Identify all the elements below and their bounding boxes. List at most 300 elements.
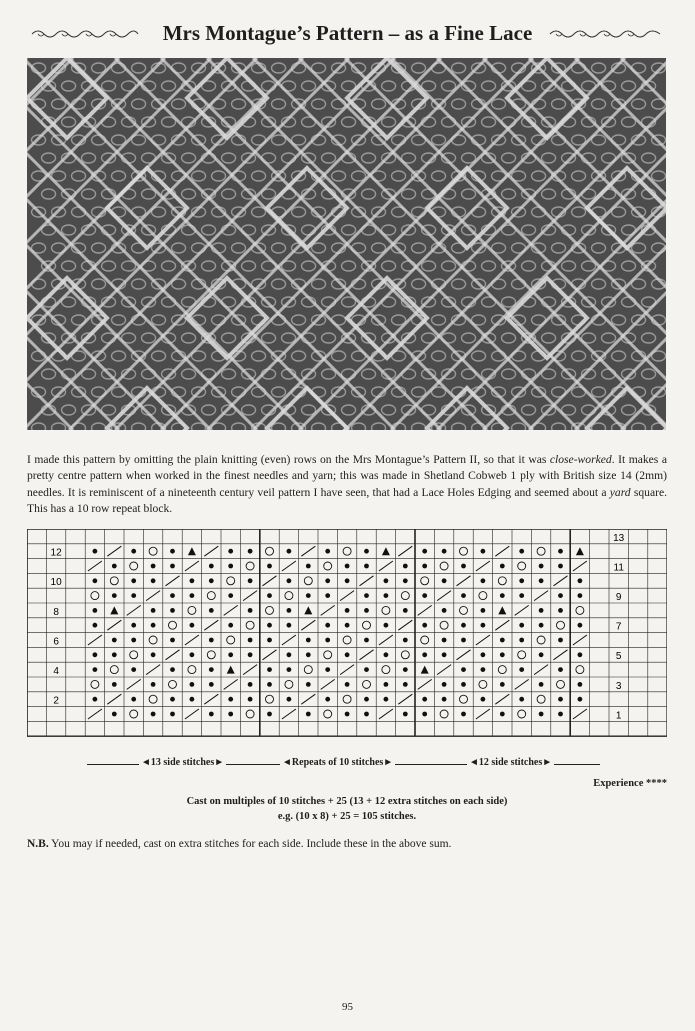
chart-mark: [151, 652, 156, 657]
cast-on-line1: Cast on multiples of 10 stitches + 25 (13 + 12 extra stitches on each side): [186, 796, 508, 807]
lace-strand: [412, 63, 426, 73]
chart-mark: [325, 578, 330, 583]
lace-strand: [52, 99, 66, 109]
lace-strand: [202, 225, 216, 235]
footnote: [27, 838, 667, 850]
chart-mark: [130, 710, 138, 718]
chart-mark: [227, 636, 235, 644]
chart-mark: [325, 623, 330, 628]
lace-strand: [332, 171, 346, 181]
lace-strand: [32, 279, 46, 289]
chart-mark: [500, 564, 505, 569]
lace-strand: [292, 315, 306, 325]
chart-mark: [243, 665, 257, 675]
lace-strand: [262, 261, 276, 271]
lace-strand: [202, 369, 216, 379]
chart-mark: [364, 697, 369, 702]
lace-strand: [312, 243, 326, 253]
chart-mark: [539, 712, 544, 717]
page-title: Mrs Montague’s Pattern – as a Fine Lace: [162, 21, 533, 45]
chart-mark: [267, 712, 272, 717]
lace-strand: [432, 351, 446, 361]
experience-label: Experience: [593, 778, 644, 789]
chart-mark: [345, 652, 350, 657]
chart-mark: [170, 564, 175, 569]
chart-mark: [228, 623, 233, 628]
chart-mark: [325, 638, 330, 643]
chart-mark: [151, 623, 156, 628]
right-row-number: 9: [615, 592, 622, 603]
lace-strand: [612, 351, 626, 361]
lace-strand: [282, 261, 296, 271]
chart-mark: [340, 665, 354, 675]
lace-strand: [422, 333, 436, 343]
lace-strand: [572, 207, 586, 217]
chart-mark: [461, 712, 466, 717]
lace-strand: [142, 189, 156, 199]
chart-mark: [518, 651, 526, 659]
right-row-number: 13: [613, 532, 625, 544]
chart-mark: [403, 667, 408, 672]
chart-mark: [246, 562, 254, 570]
lace-strand: [182, 333, 196, 343]
lace-strand: [592, 243, 606, 253]
chart-mark: [151, 608, 156, 613]
chart-mark: [325, 667, 330, 672]
lace-strand: [232, 243, 246, 253]
chart-mark: [228, 652, 233, 657]
intro-text: I made this pattern by omitting the plain knitting (even) rows on the Mrs Montague’s Pattern II, so that it was: [27, 452, 550, 466]
chart-mark: [248, 608, 253, 613]
lace-strand: [532, 171, 546, 181]
chart-mark: [403, 578, 408, 583]
lace-strand: [452, 99, 466, 109]
middle-span-text: Repeats of 10 stitches: [291, 757, 384, 768]
chart-mark: [422, 697, 427, 702]
chart-mark: [343, 695, 351, 703]
chart-mark: [578, 593, 583, 598]
experience-rating: [593, 778, 667, 789]
lace-strand: [182, 297, 196, 307]
lace-strand: [62, 405, 76, 415]
chart-mark: [481, 578, 486, 583]
chart-mark: [576, 666, 584, 674]
right-row-number: 7: [615, 621, 622, 633]
chart-mark: [227, 666, 235, 674]
lace-strand: [642, 333, 656, 343]
lace-strand: [462, 369, 476, 379]
chart-mark: [130, 651, 138, 659]
lace-strand: [62, 225, 76, 235]
lace-strand: [162, 261, 176, 271]
lace-strand: [652, 99, 666, 109]
lace-strand: [452, 135, 466, 145]
chart-mark: [243, 591, 257, 601]
chart-mark: [267, 667, 272, 672]
lace-strand: [192, 351, 206, 361]
lace-strand: [302, 81, 316, 91]
chart-mark: [364, 712, 369, 717]
chart-mark: [131, 593, 136, 598]
chart-mark: [227, 577, 235, 585]
chart-mark: [248, 682, 253, 687]
chart-mark: [421, 636, 429, 644]
chart-mark: [188, 547, 196, 555]
left-row-number: 6: [53, 636, 59, 648]
chart-mark: [110, 606, 118, 614]
left-row-number: 4: [53, 666, 59, 677]
left-row-number: 12: [50, 547, 62, 559]
chart-mark: [364, 608, 369, 613]
chart-mark: [498, 666, 506, 674]
chart-mark: [500, 712, 505, 717]
chart-mark: [93, 578, 98, 583]
left-row-number: 10: [50, 577, 62, 589]
chart-mark: [321, 679, 335, 689]
lace-strand: [82, 153, 96, 163]
chart-mark: [495, 546, 509, 556]
chart-mark: [267, 638, 272, 643]
lace-strand: [152, 351, 166, 361]
lace-strand: [272, 387, 286, 397]
lace-strand: [382, 117, 396, 127]
lace-strand: [312, 99, 326, 109]
chart-mark: [457, 650, 471, 660]
chart-mark: [209, 578, 214, 583]
lace-strand: [422, 261, 436, 271]
chart-mark: [442, 682, 447, 687]
lace-strand: [482, 117, 496, 127]
lace-strand: [442, 333, 456, 343]
chart-mark: [88, 635, 102, 645]
lace-strand: [382, 225, 396, 235]
chart-mark: [519, 667, 524, 672]
lace-strand: [522, 261, 536, 271]
chart-mark: [263, 650, 277, 660]
lace-strand: [582, 261, 596, 271]
chart-mark: [93, 652, 98, 657]
chart-mark: [539, 578, 544, 583]
lace-strand: [529, 58, 666, 430]
lace-strand: [392, 207, 406, 217]
lace-strand: [552, 423, 566, 430]
chart-mark: [301, 620, 315, 630]
chart-mark: [384, 623, 389, 628]
chart-mark: [146, 665, 160, 675]
lace-strand: [472, 315, 486, 325]
chart-mark: [228, 697, 233, 702]
lace-strand: [152, 135, 166, 145]
chart-mark: [169, 680, 177, 688]
right-row-number: 11: [613, 562, 624, 574]
chart-mark: [384, 652, 389, 657]
chart-mark: [306, 593, 311, 598]
right-row-number: 1: [615, 710, 622, 722]
lace-strand: [502, 225, 516, 235]
lace-strand: [512, 423, 526, 430]
chart-mark: [421, 577, 429, 585]
chart-mark: [481, 608, 486, 613]
chart-mark: [442, 578, 447, 583]
chart-mark: [204, 620, 218, 630]
chart-mark: [88, 561, 102, 571]
experience-stars: ****: [646, 778, 667, 789]
chart-mark: [422, 593, 427, 598]
chart-mark: [442, 697, 447, 702]
stitch-span-labels: [27, 755, 667, 775]
lace-strand: [622, 405, 636, 415]
lace-strand: [652, 351, 666, 361]
lace-strand: [252, 171, 266, 181]
lace-strand: [232, 423, 246, 430]
lace-strand: [512, 171, 526, 181]
chart-mark: [306, 564, 311, 569]
chart-mark: [224, 605, 238, 615]
lace-strand: [132, 423, 146, 430]
arrow-right-icon: ►: [214, 757, 225, 768]
chart-mark: [131, 549, 136, 554]
chart-mark: [519, 549, 524, 554]
lace-strand: [482, 81, 496, 91]
lace-strand: [592, 279, 606, 289]
lace-strand: [632, 99, 646, 109]
chart-mark: [287, 623, 292, 628]
lace-strand: [252, 207, 266, 217]
chart-mark: [209, 682, 214, 687]
chart-mark: [384, 697, 389, 702]
lace-strand: [222, 297, 236, 307]
lace-strand: [152, 207, 166, 217]
lace-strand: [402, 189, 416, 199]
lace-strand: [422, 81, 436, 91]
chart-mark: [130, 562, 138, 570]
note-label: N.B.: [27, 838, 49, 850]
lace-strand: [412, 387, 426, 397]
lace-strand: [112, 171, 126, 181]
chart-mark: [248, 549, 253, 554]
lace-strand: [92, 63, 106, 73]
chart-mark: [498, 577, 506, 585]
lace-strand: [412, 279, 426, 289]
chart-mark: [306, 682, 311, 687]
lace-strand: [352, 423, 366, 430]
lace-strand: [292, 207, 306, 217]
chart-mark: [422, 623, 427, 628]
chart-mark: [418, 605, 432, 615]
lace-strand: [462, 333, 476, 343]
chart-mark: [481, 549, 486, 554]
lace-strand: [122, 333, 136, 343]
chart-mark: [343, 547, 351, 555]
chart-mark: [285, 680, 293, 688]
chart-mark: [554, 650, 568, 660]
chart-mark: [266, 547, 274, 555]
lace-strand: [312, 279, 326, 289]
lace-strand: [382, 261, 396, 271]
chart-mark: [112, 652, 117, 657]
chart-mark: [403, 712, 408, 717]
chart-mark: [537, 695, 545, 703]
lace-strand: [242, 261, 256, 271]
chart-mark: [204, 694, 218, 704]
chart-mark: [539, 564, 544, 569]
lace-strand: [552, 99, 566, 109]
chart-mark: [539, 608, 544, 613]
lace-strand: [622, 261, 636, 271]
lace-strand: [632, 279, 646, 289]
lace-strand: [32, 243, 46, 253]
chart-mark: [481, 652, 486, 657]
chart-mark: [170, 608, 175, 613]
chart-mark: [190, 623, 195, 628]
chart-mark: [306, 712, 311, 717]
lace-strand: [612, 135, 626, 145]
lace-strand: [452, 423, 466, 430]
lace-strand: [542, 189, 556, 199]
page-header: [0, 18, 695, 48]
chart-mark: [422, 652, 427, 657]
chart-mark: [287, 549, 292, 554]
chart-mark: [558, 593, 563, 598]
lace-strand: [362, 189, 376, 199]
lace-strand: [362, 369, 376, 379]
chart-mark: [151, 564, 156, 569]
chart-mark: [398, 620, 412, 630]
arrow-left-icon: ◄: [469, 757, 479, 768]
chart-mark: [248, 652, 253, 657]
lace-strand: [502, 369, 516, 379]
chart-mark: [127, 605, 141, 615]
lace-strand: [382, 297, 396, 307]
chart-mark: [345, 578, 350, 583]
lace-strand: [492, 279, 506, 289]
lace-strand: [592, 63, 606, 73]
chart-mark: [127, 679, 141, 689]
chart-mark: [534, 591, 548, 601]
lace-strand: [92, 243, 106, 253]
lace-strand: [272, 99, 286, 109]
lace-strand: [602, 333, 616, 343]
chart-mark: [282, 561, 296, 571]
chart-mark: [151, 712, 156, 717]
chart-mark: [190, 652, 195, 657]
lace-strand: [212, 423, 226, 430]
lace-strand: [642, 297, 656, 307]
chart-mark: [557, 621, 565, 629]
lace-strand: [412, 243, 426, 253]
chart-mark: [578, 652, 583, 657]
lace-strand: [642, 153, 656, 163]
lace-strand: [342, 405, 356, 415]
chart-mark: [267, 564, 272, 569]
chart-mark: [131, 578, 136, 583]
lace-strand: [262, 189, 276, 199]
chart-mark: [209, 638, 214, 643]
chart-mark: [558, 697, 563, 702]
chart-mark: [345, 682, 350, 687]
chart-mark: [481, 623, 486, 628]
lace-strand: [502, 189, 516, 199]
chart-mark: [185, 561, 199, 571]
chart-mark: [461, 682, 466, 687]
lace-strand: [322, 369, 336, 379]
chart-mark: [418, 679, 432, 689]
chart-mark: [460, 695, 468, 703]
lace-strand: [132, 279, 146, 289]
intro-text: square. This has a 10 row repeat block.: [27, 485, 668, 516]
chart-mark: [578, 682, 583, 687]
chart-mark: [498, 606, 506, 614]
chart-mark: [476, 561, 490, 571]
chart-mark: [401, 592, 409, 600]
chart-mark: [398, 546, 412, 556]
lace-strand: [242, 405, 256, 415]
chart-mark: [112, 682, 117, 687]
lace-strand: [122, 261, 136, 271]
lace-strand: [362, 153, 376, 163]
chart-mark: [519, 638, 524, 643]
lace-strand: [382, 81, 396, 91]
chart-mark: [190, 697, 195, 702]
lace-strand: [392, 315, 406, 325]
chart-mark: [190, 578, 195, 583]
chart-mark: [149, 695, 157, 703]
lace-strand: [402, 369, 416, 379]
lace-strand: [102, 261, 116, 271]
lace-strand: [502, 297, 516, 307]
lace-strand: [652, 171, 666, 181]
lace-strand: [132, 135, 146, 145]
chart-mark: [149, 636, 157, 644]
chart-mark: [325, 593, 330, 598]
lace-strand: [82, 189, 96, 199]
lace-strand: [372, 171, 386, 181]
chart-mark: [382, 666, 390, 674]
chart-mark: [363, 621, 371, 629]
lace-strand: [182, 189, 196, 199]
chart-mark: [519, 593, 524, 598]
chart-mark: [518, 562, 526, 570]
arrow-right-icon: ►: [542, 757, 553, 768]
chart-mark: [112, 593, 117, 598]
chart-mark: [266, 606, 274, 614]
chart-mark: [170, 697, 175, 702]
lace-strand: [432, 387, 446, 397]
chart-mark: [149, 547, 157, 555]
chart-mark: [519, 623, 524, 628]
chart-mark: [207, 592, 215, 600]
lace-strand: [272, 243, 286, 253]
chart-mark: [398, 694, 412, 704]
chart-mark: [403, 638, 408, 643]
lace-strand: [152, 315, 166, 325]
lace-strand: [342, 117, 356, 127]
lace-strand: [282, 333, 296, 343]
chart-mark: [558, 564, 563, 569]
lace-strand: [72, 171, 86, 181]
chart-mark: [403, 564, 408, 569]
chart-mark: [500, 638, 505, 643]
chart-mark: [345, 712, 350, 717]
chart-mark: [440, 562, 448, 570]
lace-strand: [362, 225, 376, 235]
chart-mark: [301, 546, 315, 556]
lace-strand: [92, 279, 106, 289]
chart-mark: [461, 593, 466, 598]
chart-mark: [93, 667, 98, 672]
lace-strand: [172, 279, 186, 289]
chart-mark: [170, 549, 175, 554]
